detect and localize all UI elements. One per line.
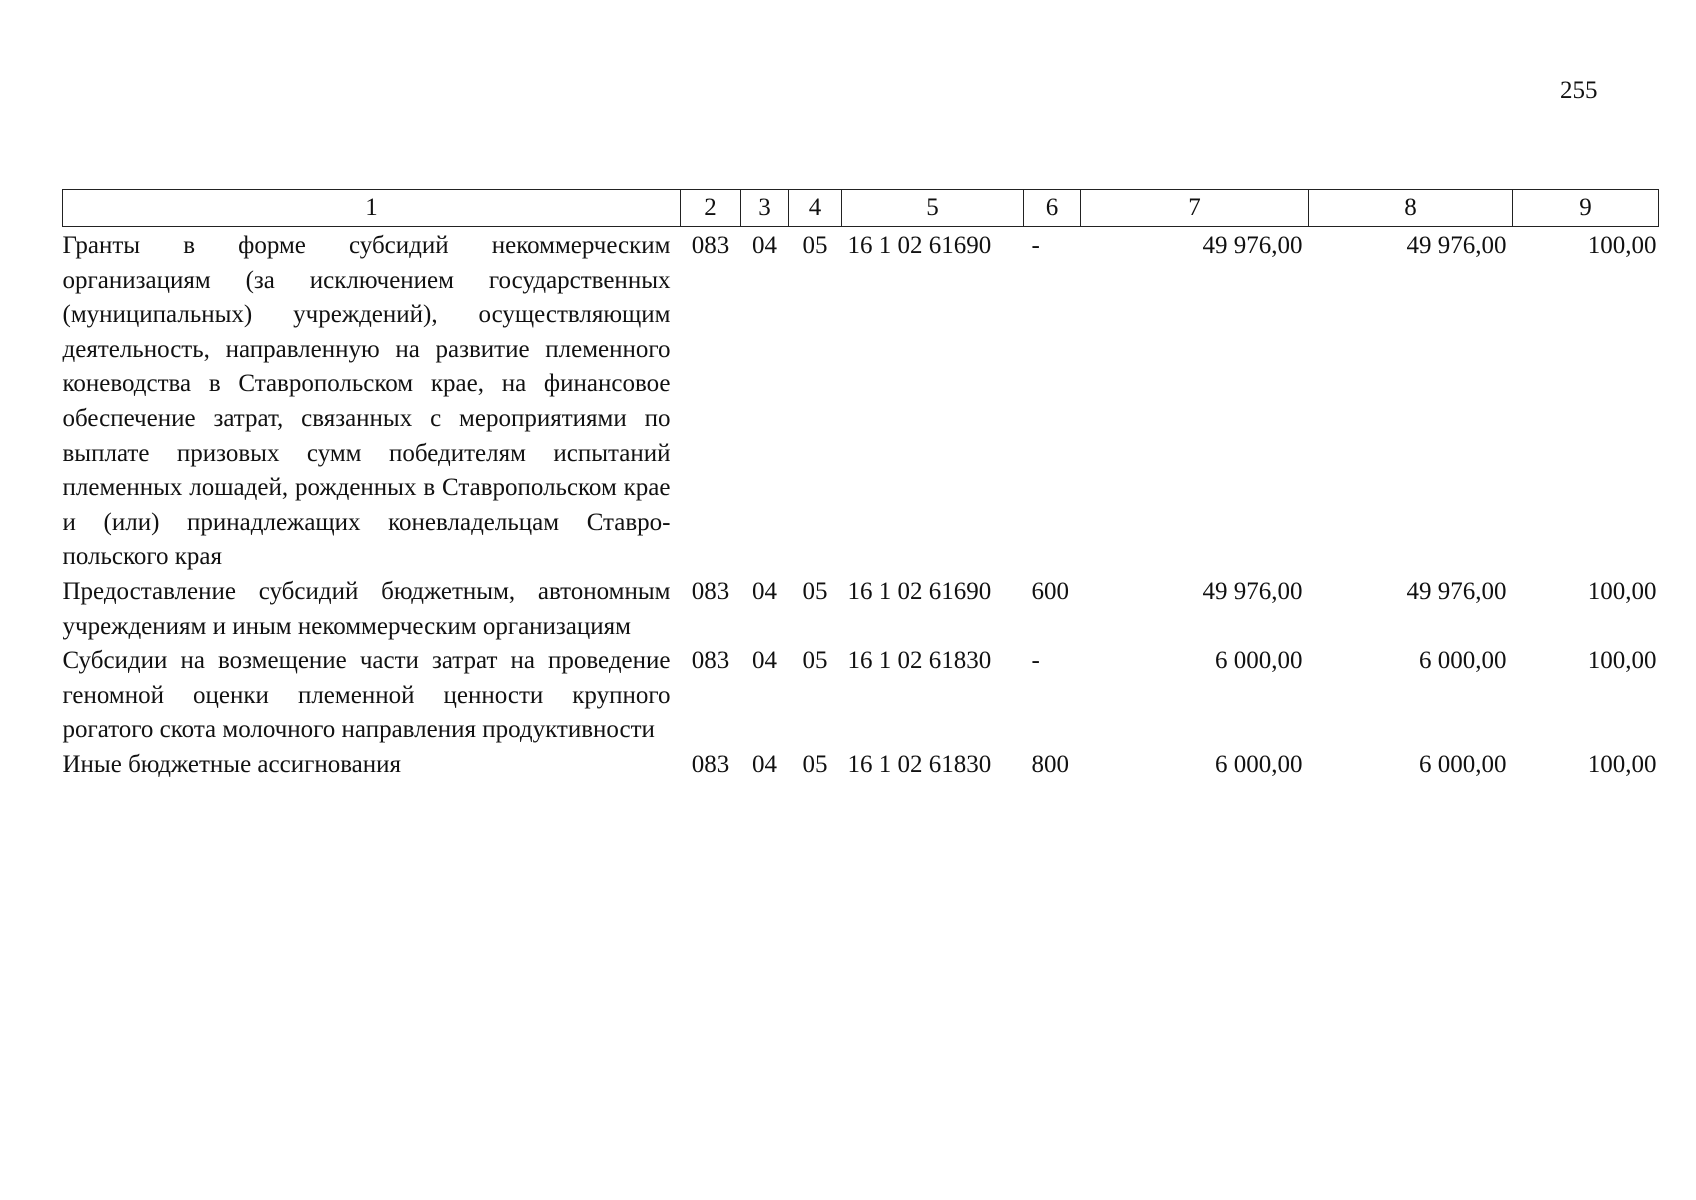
table-header [63, 190, 1659, 227]
header-cell-3: 3 [741, 190, 789, 227]
header-cell-5: 5 [842, 190, 1024, 227]
row-name: Гранты в форме субсидий некоммерческим организациям (за исключением государственных (муниципальных) учреждений), осуществляющим деятельность, направленную на развитие племенного коневодства в Ставропольском крае, на финансовое обеспечение затрат, связанных с мероприятиями по выплате призовых сумм победителям испытаний племенных лошадей, рожденных в Ставропольском крае и (или) принадлежащих коневладельцам Ставропольского края [62, 232, 671, 571]
row-name: Иные бюджетные ассигнования [62, 750, 402, 778]
section-code: 04 [752, 577, 777, 605]
amount-executed: 49 976,00 [1406, 577, 1507, 605]
subsection-code: 05 [802, 577, 828, 605]
target-article-code: 16 1 02 61690 [847, 232, 992, 259]
page-number: 255 [1560, 77, 1598, 104]
table-row [63, 227, 1659, 575]
subsection-code: 05 [802, 647, 828, 675]
expense-type-code: - [1031, 232, 1040, 259]
amount-planned: 49 976,00 [1202, 577, 1303, 605]
target-article-code: 16 1 02 61830 [847, 750, 992, 778]
target-article-code: 16 1 02 61830 [847, 647, 992, 675]
expense-type-code: 600 [1031, 577, 1069, 605]
header-cell-8: 8 [1309, 190, 1513, 227]
section-code: 04 [752, 647, 777, 675]
header-cell-2: 2 [681, 190, 741, 227]
row-name: Субсидии на возмещение части затрат на проведение геномной оценки племенной ценности крупного рогатого скота молочного направления продуктивности [62, 647, 671, 744]
header-cell-6: 6 [1024, 190, 1081, 227]
ministry-code: 083 [691, 577, 730, 605]
execution-percent: 100,00 [1587, 750, 1657, 778]
subsection-code: 05 [802, 232, 828, 259]
amount-executed: 6 000,00 [1419, 750, 1507, 778]
budget-table [62, 189, 1659, 783]
header-cell-4: 4 [789, 190, 842, 227]
ministry-code: 083 [691, 647, 730, 675]
expense-type-code: - [1031, 647, 1040, 675]
amount-planned: 6 000,00 [1215, 750, 1303, 778]
amount-executed: 49 976,00 [1406, 232, 1507, 259]
header-row [63, 190, 1659, 227]
expense-type-code: 800 [1031, 750, 1069, 778]
execution-percent: 100,00 [1587, 647, 1657, 675]
ministry-code: 083 [691, 750, 730, 778]
header-cell-9: 9 [1513, 190, 1659, 227]
section-code: 04 [752, 750, 777, 778]
ministry-code: 083 [691, 232, 730, 259]
table-body [63, 227, 1659, 783]
table-row [63, 644, 1659, 748]
amount-planned: 6 000,00 [1215, 647, 1303, 675]
execution-percent: 100,00 [1587, 232, 1657, 259]
table-row [63, 748, 1659, 783]
row-name: Предоставление субсидий бюджетным, автономным учреждениям и иным некоммерческим организациям [62, 577, 671, 640]
amount-planned: 49 976,00 [1202, 232, 1303, 259]
subsection-code: 05 [802, 750, 828, 778]
target-article-code: 16 1 02 61690 [847, 577, 992, 605]
header-cell-1: 1 [63, 190, 681, 227]
execution-percent: 100,00 [1587, 577, 1657, 605]
table-row [63, 575, 1659, 644]
amount-executed: 6 000,00 [1419, 647, 1507, 675]
section-code: 04 [752, 232, 777, 259]
header-cell-7: 7 [1081, 190, 1309, 227]
